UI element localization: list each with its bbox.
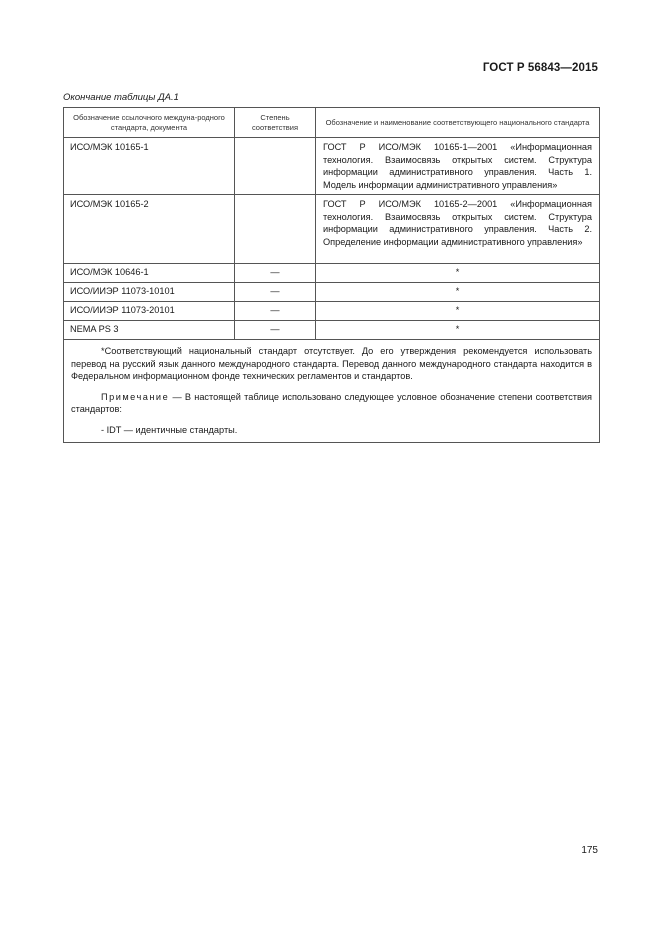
note	[71, 391, 592, 416]
note-text: — В настоящей таблице использовано следующее условное обозначение степени соответствия стандартов:	[71, 391, 592, 414]
page-number: 175	[581, 845, 598, 856]
national-standard-cell: ГОСТ Р ИСО/МЭК 10165-2—2001 «Информационная технология. Взаимосвязь открытых систем. Структура информации административного управления. Часть 2. Определение информации административного управления»	[316, 195, 600, 264]
reference-cell: ИСО/МЭК 10646-1	[64, 264, 235, 283]
table-row	[64, 195, 600, 264]
national-standard-cell: ГОСТ Р ИСО/МЭК 10165-1—2001 «Информационная технология. Взаимосвязь открытых систем. Структура информации административного управления. Часть 1. Модель информации административного управления»	[316, 138, 600, 195]
degree-cell: —	[235, 264, 316, 283]
national-standard-cell: *	[316, 264, 600, 283]
footnote: *Соответствующий национальный стандарт отсутствует. До его утверждения рекомендуется использовать перевод на русский язык данного международного стандарта. Перевод данного международного стандарта находится в Федеральном информационном фонде технических регламентов и стандартов.	[71, 346, 592, 381]
table-row	[64, 264, 600, 283]
table-header-row	[64, 108, 600, 138]
column-header-national: Обозначение и наименование соответствующего национального стандарта	[316, 108, 600, 138]
reference-cell: ИСО/ИИЭР 11073-10101	[64, 283, 235, 302]
table-notes-cell	[64, 340, 600, 443]
note-list-item: - IDT — идентичные стандарты.	[101, 424, 238, 435]
table-row	[64, 283, 600, 302]
national-standard-cell: *	[316, 321, 600, 340]
column-header-degree: Степень соответствия	[235, 108, 316, 138]
table-notes-row	[64, 340, 600, 443]
degree-cell: —	[235, 321, 316, 340]
degree-cell	[235, 138, 316, 195]
reference-cell: ИСО/МЭК 10165-1	[64, 138, 235, 195]
table-row	[64, 138, 600, 195]
national-standard-cell: *	[316, 283, 600, 302]
national-standard-cell: *	[316, 302, 600, 321]
standards-table	[63, 107, 600, 443]
table-row	[64, 321, 600, 340]
table-caption: Окончание таблицы ДА.1	[63, 92, 179, 103]
column-header-reference: Обозначение ссылочного междуна-родного стандарта, документа	[64, 108, 235, 138]
table-row	[64, 302, 600, 321]
degree-cell	[235, 195, 316, 264]
reference-cell: NEMA PS 3	[64, 321, 235, 340]
degree-cell: —	[235, 283, 316, 302]
reference-cell: ИСО/ИИЭР 11073-20101	[64, 302, 235, 321]
document-code: ГОСТ Р 56843—2015	[482, 62, 598, 74]
note-label: Примечание	[101, 391, 170, 402]
degree-cell: —	[235, 302, 316, 321]
reference-cell: ИСО/МЭК 10165-2	[64, 195, 235, 264]
